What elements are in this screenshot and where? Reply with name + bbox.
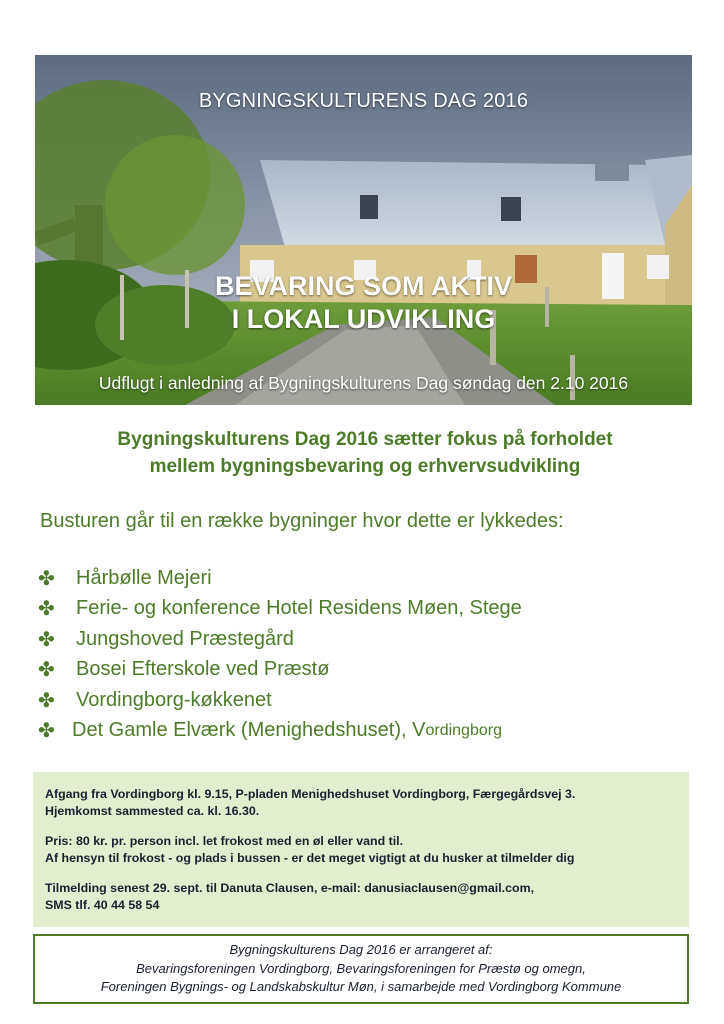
intro-line-2: mellem bygningsbevaring og erhvervsudvikling bbox=[149, 456, 581, 477]
clover-bullet-icon: ✤ bbox=[38, 720, 55, 743]
building-list bbox=[38, 563, 522, 746]
price-info bbox=[45, 833, 677, 867]
intro-line-1: Bygningskulturens Dag 2016 sætter fokus på forholdet bbox=[117, 429, 613, 450]
list-item-label: Bosei Efterskole ved Præstø bbox=[76, 658, 330, 681]
sms-line: SMS tlf. 40 44 58 54 bbox=[45, 898, 160, 912]
organizer-line-3: Foreningen Bygnings- og Landskabskultur Møn, i samarbejde med Vordingborg Kommune bbox=[100, 979, 622, 994]
hero-title-line-2: I LOKAL UDVIKLING bbox=[231, 304, 496, 334]
clover-bullet-icon: ✤ bbox=[38, 567, 55, 590]
list-item-label: Det Gamle Elværk (Menighedshuset), V bbox=[72, 719, 426, 742]
list-item-label: Ferie- og konference Hotel Residens Møen, Stege bbox=[76, 597, 522, 620]
clover-bullet-icon: ✤ bbox=[38, 628, 55, 651]
list-item-label: Vordingborg-køkkenet bbox=[76, 688, 272, 711]
list-item bbox=[38, 594, 522, 625]
list-item bbox=[38, 624, 522, 655]
list-item bbox=[38, 563, 522, 594]
departure-line: Afgang fra Vordingborg kl. 9.15, P-pladen Menighedshuset Vordingborg, Færgegårdsvej 3. bbox=[45, 787, 576, 801]
organizer-line-2: Bevaringsforeningen Vordingborg, Bevaringsforeningen for Præstø og omegn, bbox=[136, 960, 586, 976]
clover-bullet-icon: ✤ bbox=[38, 689, 55, 712]
list-item-label: Hårbølle Mejeri bbox=[76, 566, 212, 589]
hero-title bbox=[35, 270, 692, 336]
price-line: Pris: 80 kr. pr. person incl. let frokost med en øl eller vand til. bbox=[45, 834, 404, 848]
hero-subtitle: Udflugt i anledning af Bygningskulturens Dag søndag den 2.10 2016 bbox=[98, 373, 629, 393]
hero-event-name: BYGNINGSKULTURENS DAG 2016 bbox=[198, 90, 529, 112]
organizer-box bbox=[33, 934, 689, 1004]
notice-line: Af hensyn til frokost - og plads i bussen - er det meget vigtigt at du husker at tilmelder dig bbox=[45, 851, 575, 865]
list-item-label-tail: ordingborg bbox=[425, 721, 502, 739]
list-item bbox=[38, 655, 522, 686]
hero-photo bbox=[35, 55, 692, 405]
departure-info bbox=[45, 786, 677, 820]
practical-info-box bbox=[33, 772, 689, 927]
clover-bullet-icon: ✤ bbox=[38, 659, 55, 682]
organizer-line-1: Bygningskulturens Dag 2016 er arrangeret af: bbox=[229, 942, 493, 957]
lead-text: Busturen går til en række bygninger hvor dette er lykkedes: bbox=[40, 510, 564, 532]
clover-bullet-icon: ✤ bbox=[38, 598, 55, 621]
intro-heading bbox=[40, 426, 690, 480]
list-item bbox=[38, 685, 522, 716]
return-line: Hjemkomst sammested ca. kl. 16.30. bbox=[45, 804, 260, 818]
list-item bbox=[38, 716, 522, 747]
signup-line: Tilmelding senest 29. sept. til Danuta Clausen, e-mail: danusiaclausen@gmail.com, bbox=[45, 881, 535, 895]
hero-title-line-1: BEVARING SOM AKTIV bbox=[214, 271, 512, 301]
signup-info bbox=[45, 880, 677, 914]
list-item-label: Jungshoved Præstegård bbox=[76, 627, 294, 650]
